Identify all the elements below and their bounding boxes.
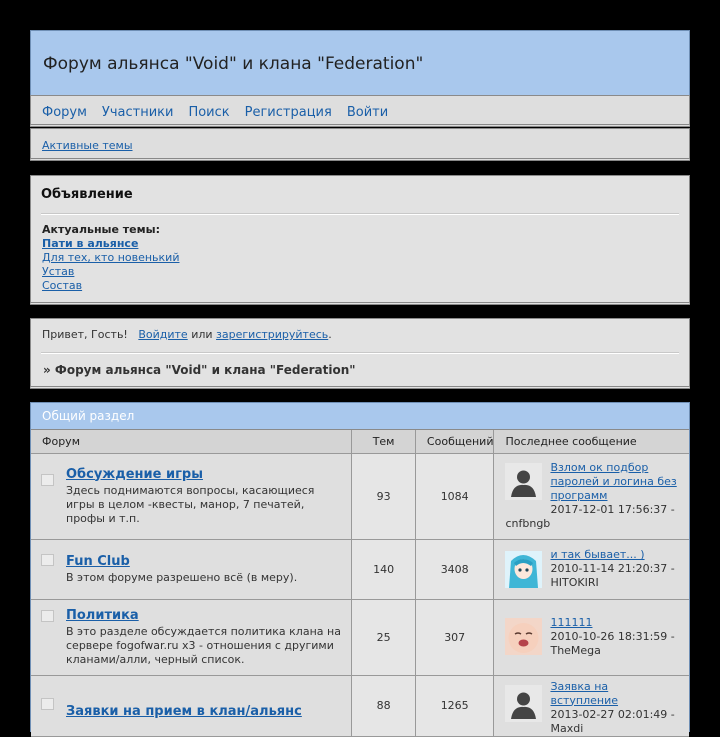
divider (41, 213, 679, 215)
last-post-date: 2010-11-14 21:20:37 - (550, 562, 675, 575)
anime-girl-avatar-icon (505, 551, 542, 588)
forum-link[interactable]: Заявки на прием в клан/альянс (66, 704, 302, 719)
column-header-posts: Сообщений (415, 430, 494, 453)
forum-link[interactable]: Fun Club (66, 553, 130, 569)
forum-description: Здесь поднимаются вопросы, касающиеся игры в целом -квесты, манор, 7 печатей, профы и т.п. (66, 483, 315, 525)
nav-search-link[interactable]: Поиск (188, 105, 230, 120)
period-text: . (328, 328, 332, 341)
announcement-link-party[interactable]: Пати в альянсе (42, 237, 139, 250)
nav-login-link[interactable]: Войти (346, 105, 389, 120)
forum-section (30, 402, 690, 735)
last-post-cell (494, 675, 689, 736)
last-post-link[interactable]: 111111 (550, 616, 593, 629)
forum-cell (31, 599, 352, 675)
category-title: Общий раздел (31, 403, 689, 430)
forum-description: В этом форуме разрешено всё (в меру). (66, 570, 298, 584)
forum-header (30, 30, 690, 96)
greeting-line (42, 328, 332, 341)
last-post-cell (494, 539, 689, 599)
last-post-link[interactable]: Взлом ок подбор паролей и логина без программ (550, 461, 677, 502)
announcement-link-newbies[interactable]: Для тех, кто новенький (42, 251, 180, 264)
forum-status-icon (41, 698, 54, 710)
last-post-date: 2017-12-01 17:56:37 - (550, 503, 675, 516)
topics-count: 140 (352, 539, 416, 599)
announcement-box (30, 175, 690, 305)
topics-count: 88 (352, 675, 416, 736)
breadcrumb: » Форум альянса "Void" и клана "Federation" (43, 363, 356, 377)
last-post-date: 2010-10-26 18:31:59 - (550, 630, 675, 643)
posts-count: 3408 (415, 539, 494, 599)
forum-status-icon (41, 474, 54, 486)
column-header-forum: Форум (31, 430, 352, 453)
default-user-avatar-icon (505, 685, 542, 722)
posts-count: 307 (415, 599, 494, 675)
nav-members-link[interactable]: Участники (101, 105, 174, 120)
forum-cell (31, 539, 352, 599)
topics-count: 25 (352, 599, 416, 675)
announcement-body (42, 223, 179, 293)
forum-link[interactable]: Политика (66, 607, 139, 623)
announcement-label: Актуальные темы: (42, 223, 160, 236)
active-topics-link[interactable]: Активные темы (42, 139, 133, 152)
forum-table (31, 430, 689, 737)
login-link[interactable]: Войдите (138, 328, 188, 341)
last-post-link[interactable]: и так бывает... ) (550, 548, 645, 561)
topics-count: 93 (352, 453, 416, 539)
last-post-author: cnfbngb (505, 517, 551, 530)
nav-register-link[interactable]: Регистрация (244, 105, 332, 120)
posts-count: 1265 (415, 675, 494, 736)
forum-cell (31, 453, 352, 539)
forum-cell (31, 675, 352, 736)
baby-face-avatar-icon (505, 618, 542, 655)
announcement-link-roster[interactable]: Состав (42, 279, 83, 292)
forum-status-icon (41, 554, 54, 566)
last-post-cell (494, 599, 689, 675)
posts-count: 1084 (415, 453, 494, 539)
forum-status-icon (41, 610, 54, 622)
last-post-cell (494, 453, 689, 539)
divider (41, 352, 679, 354)
table-header-row (31, 430, 689, 453)
column-header-topics: Тем (352, 430, 416, 453)
forum-description: В это разделе обсуждается политика клана на сервере fogofwar.ru x3 - отношения с другими кланами/алли, черный список. (66, 624, 341, 666)
last-post-author: HITOKIRI (550, 576, 599, 589)
sub-navigation (30, 128, 690, 161)
forum-title: Форум альянса "Void" и клана "Federation" (43, 54, 424, 74)
welcome-box (30, 318, 690, 389)
default-user-avatar-icon (505, 463, 542, 500)
or-text: или (191, 328, 213, 341)
table-row (31, 453, 689, 539)
announcement-link-charter[interactable]: Устав (42, 265, 75, 278)
table-row (31, 539, 689, 599)
table-row (31, 675, 689, 736)
announcement-title: Объявление (41, 187, 133, 202)
register-link[interactable]: зарегистрируйтесь (216, 328, 329, 341)
last-post-author: TheMega (550, 644, 601, 657)
last-post-date: 2013-02-27 02:01:49 - (550, 707, 675, 721)
greeting-text: Привет, Гость! (42, 328, 128, 341)
last-post-link[interactable]: Заявка на вступление (550, 679, 619, 707)
main-navigation (30, 95, 690, 127)
last-post-author: Maxdi (550, 721, 584, 735)
column-header-last-post: Последнее сообщение (494, 430, 689, 453)
nav-forum-link[interactable]: Форум (42, 105, 87, 120)
table-row (31, 599, 689, 675)
nav-menu (42, 105, 388, 120)
forum-link[interactable]: Обсуждение игры (66, 466, 203, 482)
